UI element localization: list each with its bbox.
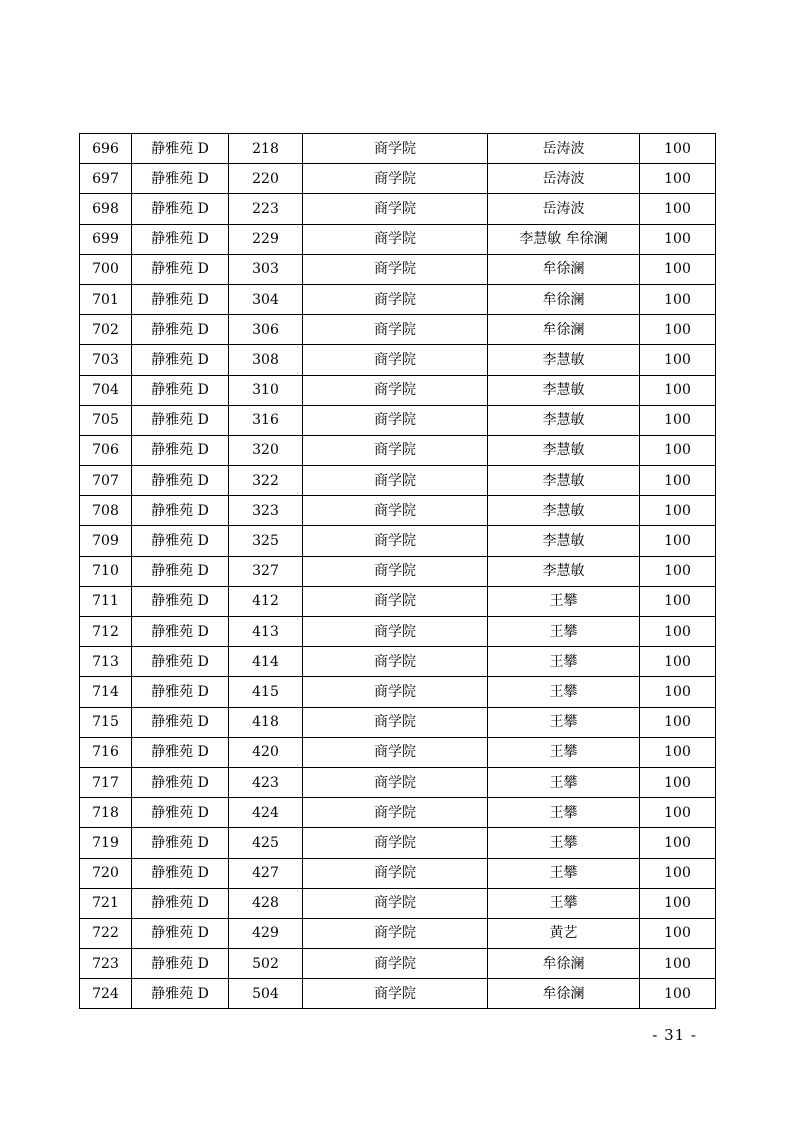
building-cell: 静雅苑 D (132, 949, 229, 979)
table-row (80, 134, 716, 164)
college-cell: 商学院 (303, 767, 488, 797)
room-number-cell: 427 (229, 858, 303, 888)
table-row (80, 767, 716, 797)
room-number-cell: 325 (229, 526, 303, 556)
college-cell: 商学院 (303, 858, 488, 888)
row-index-cell: 713 (80, 647, 132, 677)
counselor-cell: 牟徐澜 (488, 315, 640, 345)
row-index-cell: 703 (80, 345, 132, 375)
row-index-cell: 710 (80, 556, 132, 586)
room-number-cell: 428 (229, 888, 303, 918)
score-cell: 100 (640, 979, 716, 1009)
score-cell: 100 (640, 254, 716, 284)
counselor-cell: 岳涛波 (488, 164, 640, 194)
college-cell: 商学院 (303, 194, 488, 224)
score-cell: 100 (640, 617, 716, 647)
score-cell: 100 (640, 194, 716, 224)
row-index-cell: 700 (80, 254, 132, 284)
row-index-cell: 712 (80, 617, 132, 647)
row-index-cell: 719 (80, 828, 132, 858)
building-cell: 静雅苑 D (132, 586, 229, 616)
college-cell: 商学院 (303, 828, 488, 858)
college-cell: 商学院 (303, 526, 488, 556)
score-cell: 100 (640, 888, 716, 918)
room-number-cell: 223 (229, 194, 303, 224)
room-number-cell: 303 (229, 254, 303, 284)
room-number-cell: 218 (229, 134, 303, 164)
counselor-cell: 王攀 (488, 858, 640, 888)
score-cell: 100 (640, 828, 716, 858)
room-number-cell: 423 (229, 767, 303, 797)
table-row (80, 345, 716, 375)
table-row (80, 707, 716, 737)
table-row (80, 858, 716, 888)
room-number-cell: 429 (229, 918, 303, 948)
college-cell: 商学院 (303, 556, 488, 586)
table-row (80, 647, 716, 677)
building-cell: 静雅苑 D (132, 284, 229, 314)
counselor-cell: 牟徐澜 (488, 284, 640, 314)
building-cell: 静雅苑 D (132, 556, 229, 586)
score-cell: 100 (640, 858, 716, 888)
college-cell: 商学院 (303, 707, 488, 737)
row-index-cell: 699 (80, 224, 132, 254)
room-number-cell: 414 (229, 647, 303, 677)
building-cell: 静雅苑 D (132, 526, 229, 556)
row-index-cell: 701 (80, 284, 132, 314)
building-cell: 静雅苑 D (132, 345, 229, 375)
college-cell: 商学院 (303, 315, 488, 345)
row-index-cell: 715 (80, 707, 132, 737)
row-index-cell: 716 (80, 737, 132, 767)
room-number-cell: 220 (229, 164, 303, 194)
counselor-cell: 王攀 (488, 828, 640, 858)
building-cell: 静雅苑 D (132, 405, 229, 435)
college-cell: 商学院 (303, 949, 488, 979)
college-cell: 商学院 (303, 254, 488, 284)
room-number-cell: 308 (229, 345, 303, 375)
building-cell: 静雅苑 D (132, 617, 229, 647)
counselor-cell: 牟徐澜 (488, 949, 640, 979)
building-cell: 静雅苑 D (132, 828, 229, 858)
counselor-cell: 李慧敏 (488, 556, 640, 586)
room-number-cell: 322 (229, 466, 303, 496)
college-cell: 商学院 (303, 375, 488, 405)
room-number-cell: 418 (229, 707, 303, 737)
table-row (80, 254, 716, 284)
college-cell: 商学院 (303, 405, 488, 435)
room-number-cell: 502 (229, 949, 303, 979)
page-number: - 31 - (652, 1026, 697, 1044)
row-index-cell: 720 (80, 858, 132, 888)
score-cell: 100 (640, 677, 716, 707)
score-cell: 100 (640, 284, 716, 314)
table-row (80, 556, 716, 586)
counselor-cell: 王攀 (488, 677, 640, 707)
table-row (80, 435, 716, 465)
row-index-cell: 709 (80, 526, 132, 556)
table-row (80, 888, 716, 918)
row-index-cell: 711 (80, 586, 132, 616)
score-cell: 100 (640, 586, 716, 616)
building-cell: 静雅苑 D (132, 375, 229, 405)
counselor-cell: 牟徐澜 (488, 254, 640, 284)
counselor-cell: 李慧敏 (488, 375, 640, 405)
building-cell: 静雅苑 D (132, 647, 229, 677)
counselor-cell: 李慧敏 (488, 435, 640, 465)
room-number-cell: 306 (229, 315, 303, 345)
score-cell: 100 (640, 315, 716, 345)
building-cell: 静雅苑 D (132, 888, 229, 918)
counselor-cell: 李慧敏 牟徐澜 (488, 224, 640, 254)
table-row (80, 375, 716, 405)
room-number-cell: 327 (229, 556, 303, 586)
building-cell: 静雅苑 D (132, 707, 229, 737)
college-cell: 商学院 (303, 496, 488, 526)
room-number-cell: 504 (229, 979, 303, 1009)
counselor-cell: 李慧敏 (488, 466, 640, 496)
counselor-cell: 王攀 (488, 888, 640, 918)
score-cell: 100 (640, 466, 716, 496)
row-index-cell: 697 (80, 164, 132, 194)
row-index-cell: 704 (80, 375, 132, 405)
college-cell: 商学院 (303, 224, 488, 254)
score-cell: 100 (640, 798, 716, 828)
room-number-cell: 412 (229, 586, 303, 616)
college-cell: 商学院 (303, 979, 488, 1009)
building-cell: 静雅苑 D (132, 737, 229, 767)
table-row (80, 798, 716, 828)
college-cell: 商学院 (303, 435, 488, 465)
building-cell: 静雅苑 D (132, 134, 229, 164)
college-cell: 商学院 (303, 284, 488, 314)
counselor-cell: 王攀 (488, 798, 640, 828)
college-cell: 商学院 (303, 466, 488, 496)
row-index-cell: 721 (80, 888, 132, 918)
row-index-cell: 698 (80, 194, 132, 224)
counselor-cell: 李慧敏 (488, 345, 640, 375)
score-cell: 100 (640, 405, 716, 435)
counselor-cell: 王攀 (488, 737, 640, 767)
college-cell: 商学院 (303, 345, 488, 375)
row-index-cell: 718 (80, 798, 132, 828)
score-cell: 100 (640, 949, 716, 979)
counselor-cell: 王攀 (488, 707, 640, 737)
building-cell: 静雅苑 D (132, 315, 229, 345)
table-row (80, 496, 716, 526)
score-cell: 100 (640, 435, 716, 465)
row-index-cell: 722 (80, 918, 132, 948)
score-cell: 100 (640, 345, 716, 375)
table-row (80, 315, 716, 345)
room-number-cell: 304 (229, 284, 303, 314)
counselor-cell: 李慧敏 (488, 526, 640, 556)
room-number-cell: 424 (229, 798, 303, 828)
counselor-cell: 王攀 (488, 617, 640, 647)
college-cell: 商学院 (303, 617, 488, 647)
counselor-cell: 王攀 (488, 767, 640, 797)
row-index-cell: 705 (80, 405, 132, 435)
building-cell: 静雅苑 D (132, 858, 229, 888)
building-cell: 静雅苑 D (132, 224, 229, 254)
row-index-cell: 702 (80, 315, 132, 345)
building-cell: 静雅苑 D (132, 435, 229, 465)
room-number-cell: 425 (229, 828, 303, 858)
building-cell: 静雅苑 D (132, 496, 229, 526)
room-number-cell: 316 (229, 405, 303, 435)
table-row (80, 677, 716, 707)
college-cell: 商学院 (303, 737, 488, 767)
row-index-cell: 706 (80, 435, 132, 465)
college-cell: 商学院 (303, 888, 488, 918)
table-row (80, 405, 716, 435)
table-row (80, 526, 716, 556)
college-cell: 商学院 (303, 677, 488, 707)
score-cell: 100 (640, 526, 716, 556)
building-cell: 静雅苑 D (132, 979, 229, 1009)
row-index-cell: 714 (80, 677, 132, 707)
score-cell: 100 (640, 375, 716, 405)
building-cell: 静雅苑 D (132, 767, 229, 797)
dormitory-table (79, 133, 716, 1009)
score-cell: 100 (640, 737, 716, 767)
row-index-cell: 707 (80, 466, 132, 496)
table-row (80, 918, 716, 948)
score-cell: 100 (640, 918, 716, 948)
college-cell: 商学院 (303, 798, 488, 828)
row-index-cell: 696 (80, 134, 132, 164)
score-cell: 100 (640, 767, 716, 797)
table-row (80, 949, 716, 979)
building-cell: 静雅苑 D (132, 164, 229, 194)
counselor-cell: 李慧敏 (488, 405, 640, 435)
score-cell: 100 (640, 224, 716, 254)
row-index-cell: 717 (80, 767, 132, 797)
table-row (80, 164, 716, 194)
row-index-cell: 723 (80, 949, 132, 979)
counselor-cell: 王攀 (488, 647, 640, 677)
room-number-cell: 320 (229, 435, 303, 465)
counselor-cell: 李慧敏 (488, 496, 640, 526)
table-row (80, 979, 716, 1009)
table-body (80, 134, 716, 1009)
room-number-cell: 229 (229, 224, 303, 254)
building-cell: 静雅苑 D (132, 466, 229, 496)
table-row (80, 617, 716, 647)
building-cell: 静雅苑 D (132, 677, 229, 707)
table-row (80, 828, 716, 858)
counselor-cell: 岳涛波 (488, 194, 640, 224)
counselor-cell: 牟徐澜 (488, 979, 640, 1009)
row-index-cell: 708 (80, 496, 132, 526)
score-cell: 100 (640, 647, 716, 677)
score-cell: 100 (640, 707, 716, 737)
building-cell: 静雅苑 D (132, 194, 229, 224)
table-row (80, 586, 716, 616)
building-cell: 静雅苑 D (132, 918, 229, 948)
counselor-cell: 岳涛波 (488, 134, 640, 164)
room-number-cell: 413 (229, 617, 303, 647)
score-cell: 100 (640, 496, 716, 526)
college-cell: 商学院 (303, 647, 488, 677)
score-cell: 100 (640, 556, 716, 586)
room-number-cell: 310 (229, 375, 303, 405)
score-cell: 100 (640, 164, 716, 194)
building-cell: 静雅苑 D (132, 254, 229, 284)
college-cell: 商学院 (303, 586, 488, 616)
table-row (80, 224, 716, 254)
room-number-cell: 323 (229, 496, 303, 526)
table-row (80, 466, 716, 496)
table-row (80, 284, 716, 314)
college-cell: 商学院 (303, 164, 488, 194)
building-cell: 静雅苑 D (132, 798, 229, 828)
score-cell: 100 (640, 134, 716, 164)
counselor-cell: 王攀 (488, 586, 640, 616)
table-row (80, 194, 716, 224)
room-number-cell: 420 (229, 737, 303, 767)
room-number-cell: 415 (229, 677, 303, 707)
college-cell: 商学院 (303, 918, 488, 948)
college-cell: 商学院 (303, 134, 488, 164)
table-row (80, 737, 716, 767)
row-index-cell: 724 (80, 979, 132, 1009)
counselor-cell: 黄艺 (488, 918, 640, 948)
